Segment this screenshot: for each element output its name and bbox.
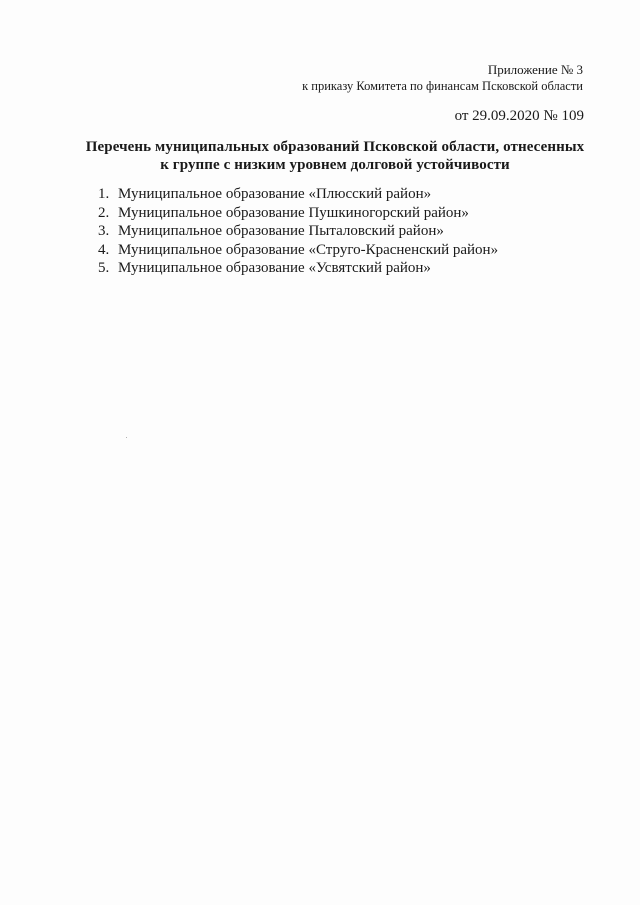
list-item-number: 3. (98, 223, 110, 239)
list-item-text: Муниципальное образование «Плюсский район» (118, 186, 432, 202)
list-item-number: 4. (98, 241, 110, 258)
order-date: от 29.09.2020 № 109 (454, 108, 584, 124)
list-item-number: 2. (98, 204, 110, 221)
scan-speck (126, 437, 127, 438)
appendix-header (302, 62, 583, 94)
title-line-1: Перечень муниципальных образований Псковской области, отнесенных (85, 139, 585, 155)
list-item (98, 185, 498, 204)
list-item-number: 5. (98, 260, 110, 276)
list-item-text: Муниципальное образование «Усвятский район» (118, 260, 431, 276)
order-reference: к приказу Комитета по финансам Псковской области (302, 79, 583, 93)
list-item (98, 222, 498, 241)
list-item (98, 241, 498, 260)
list-item-text: Муниципальное образование Пушкиногорский район» (118, 204, 469, 221)
title-line-2: к группе с низким уровнем долговой устойчивости (160, 157, 510, 173)
list-item-text: Муниципальное образование Пыталовский район» (118, 223, 444, 239)
list-item (98, 204, 498, 223)
municipality-list (98, 185, 498, 278)
document-title (60, 138, 610, 174)
list-item-number: 1. (98, 186, 110, 202)
list-item (98, 259, 498, 278)
appendix-label: Приложение № 3 (487, 62, 583, 77)
list-item-text: Муниципальное образование «Струго-Красненский район» (118, 241, 499, 258)
